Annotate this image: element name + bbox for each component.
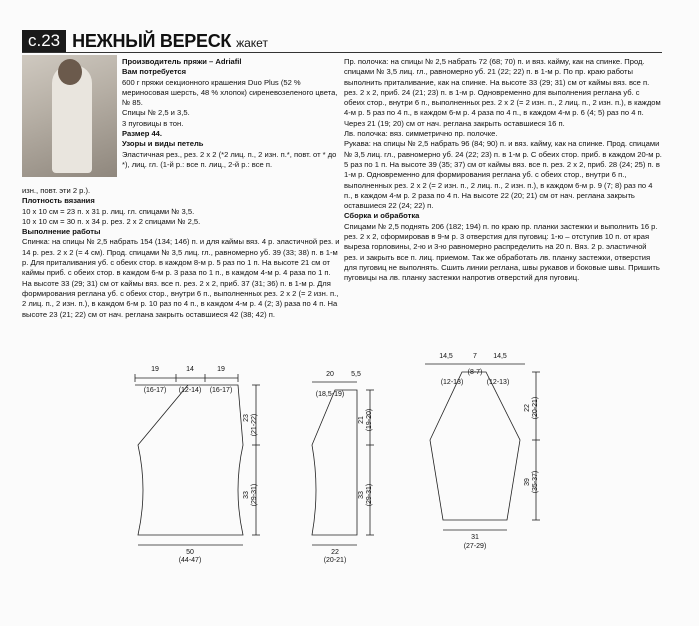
paragraph: Спицами № 2,5 поднять 206 (182; 194) п. по краю пр. планки застежки и выполнить 16 р. рез. 2 х 2, сформировав в 9-м р. 3 отверстия для пуговиц: 1-ю – отступив 10 п. от края выреза горловины, 2-ю и 3-ю равномерно распределить на 20 п. Вяз. 2 р. эластичной рез. и закрыть все п. лиц. приемом. Так же обработать лв. планку застежки, отверстия для пуговиц не выполнять. Сшить линии реглана, швы рукавов и боковые швы. Пришить пуговицы на лв. планку застежки напротив отверстий для пуговиц. [344, 221, 660, 283]
scheme-dimension-label: 7 [473, 353, 477, 360]
paragraph: Эластичная рез., рез. 2 х 2 (*2 лиц. п., 2 изн. п.*, повт. от * до *), лиц. гл. (1-й р.: все п. лиц., 2-й р.: все п. [122, 149, 337, 169]
scheme-dimension-label: (12-14) [178, 387, 202, 394]
paragraph: 10 х 10 см = 23 п. х 31 р. лиц. гл. спицами № 3,5. [22, 206, 195, 216]
section-heading: Плотность вязания [22, 196, 95, 206]
paragraph: 10 х 10 см = 30 п. х 34 р. рез. 2 х 2 спицами № 2,5. [22, 216, 201, 226]
paragraph: 3 пуговицы в тон. [122, 118, 184, 128]
scheme-dimension-label: (12-13) [486, 379, 510, 386]
scheme-dimension-label: (20-21) [532, 396, 539, 420]
section-heading: Сборка и обработка [344, 211, 420, 221]
scheme-dimension-label: 22 [524, 404, 531, 412]
scheme-dimension-label: (44-47) [178, 557, 202, 564]
scheme-dimension-label: 20 [326, 371, 334, 378]
paragraph: Лв. полочка: вяз. симметрично пр. полочке. [344, 129, 498, 139]
scheme-dimension-label: (16-17) [209, 387, 233, 394]
scheme-dimension-label: (20-21) [323, 557, 347, 564]
scheme-dimension-label: 23 [243, 414, 250, 422]
scheme-dimension-label: 14,5 [493, 353, 507, 360]
scheme-dimension-label: (21-22) [251, 413, 258, 437]
scheme-dimension-label: (29-31) [366, 483, 373, 507]
scheme-dimension-label: 5,5 [351, 371, 361, 378]
scheme-dimension-label: 21 [358, 416, 365, 424]
scheme-dimension-label: 19 [217, 366, 225, 373]
scheme-dimension-label: 33 [358, 491, 365, 499]
scheme-dimension-label: (19-20) [366, 408, 373, 432]
scheme-dimension-label: (16-17) [143, 387, 167, 394]
scheme-dimension-label: 50 [186, 549, 194, 556]
section-heading: Производитель пряжи – Adriafil [122, 57, 242, 66]
front-outline [312, 390, 357, 535]
scheme-dimension-label: (29-31) [251, 483, 258, 507]
section-heading: Узоры и виды петель [122, 139, 204, 149]
scheme-dimension-label: (27-29) [463, 543, 487, 550]
section-heading: Выполнение работы [22, 227, 101, 237]
scheme-dimension-label: (12-13) [440, 379, 464, 386]
scheme-dimension-label: 22 [331, 549, 339, 556]
paragraph: 600 г пряжи секционного крашения Duo Plus (52 % мериносовая шерсть, 48 % хлопок) сиреневозеленого цвета, № 85. [122, 77, 338, 108]
section-heading: Размер 44. [122, 129, 163, 139]
scheme-dimension-label: 19 [151, 366, 159, 373]
paragraph: Спицы № 2,5 и 3,5. [122, 108, 190, 118]
paragraph: Спинка: на спицы № 2,5 набрать 154 (134; 146) п. и для каймы вяз. 4 р. эластичной рез. и 14 р. рез. 2 х 2 (= 4 см). Прод. спицами № 3,5 лиц. гл., равномерно уб. 39 (33; 38) п. в 1-м р. Для приталивания уб. с обеих стор. в каждом 8-м р. 5 раз по 1 п. На высоте 21 см от каймы приб. с обеих стор. в каждом 6-м р. 3 раза по 1 п., в каждом 4-м р. 4 раза по 1 п. На высоте 33 (29; 31) см от каймы вяз. все п. рез. 2 х 2, приб. 37 (31; 36) п. в 1-м р. Для формирования реглана уб. с обеих стор., внутри 6 п., выполненных рез. 2 х 2 (= 2 изн. п., 2 лиц. п., 2 изн. п.), в каждом 6-м р. 10 раз по 4 п., в каждом 4-м р. 4 (2; 3) раза по 4 п. На высоте 23 (21; 22) см от нач. реглана закрыть оставшиеся 42 (38; 42) п. [22, 237, 340, 319]
paragraph: Пр. полочка: на спицы № 2,5 набрать 72 (68; 70) п. и вяз. кайму, как на спинке. Прод. спицами № 3,5 лиц. гл., равномерно уб. 21 (22; 22) п. в 1-м р. По пр. краю работы выполнить приталивание, как на спинке. На высоте 33 (29; 31) см от каймы вяз. все п. рез. 2 х 2, приб. 24 (21; 23) п. в 1-м р. Одновременно для выполнения реглана уб. с обеих стор., внутри 6 п., выполненных рез. 2 х 2 (= 2 изн. п., 2 лиц. п., 2 изн. п.), в каждом 4-м р. 5 раз по 4 п., в каждом 6-м р. 4 раза по 4 п., в каждом 4-м р. 6 (4; 5) раз по 4 п. Через 21 (19; 20) см от нач. реглана закрыть оставшиеся 16 п. [344, 57, 661, 128]
article-subtitle: жакет [236, 35, 268, 50]
scheme-dimension-label: 33 [243, 491, 250, 499]
scheme-dimension-label: 14 [186, 366, 194, 373]
back-outline [135, 385, 243, 535]
scheme-dimension-label: 31 [471, 534, 479, 541]
scheme-dimension-label: 39 [524, 478, 531, 486]
scheme-dimension-label: (8-7) [467, 369, 483, 376]
section-heading: Вам потребуется [122, 67, 187, 77]
page-number: с.23 [22, 30, 66, 52]
scheme-dimension-label: 14,5 [439, 353, 453, 360]
scheme-dimension-label: (35-37) [532, 470, 539, 494]
scheme-dimension-label: (18,5-19) [315, 391, 345, 398]
sleeve-outline [430, 372, 520, 520]
article-title: НЕЖНЫЙ ВЕРЕСК [72, 30, 232, 51]
paragraph: изн., повт. эти 2 р.). [22, 186, 91, 195]
right-edge-shadow [659, 0, 699, 626]
paragraph: Рукава: на спицы № 2,5 набрать 96 (84; 90) п. и вяз. кайму, как на спинке. Прод. спицами № 3,5 лиц. гл., равномерно уб. 24 (22; 23) п. в 1-м р. С обеих стор. приб. в каждом 20-м р. 5 раз по 1 п. На высоте 39 (35; 37) см от каймы вяз. все п. рез. 2 х 2, приб. 28 (24; 25) п. в 1-м р. Одновременно для формирования реглана уб. с обеих стор., внутри 6 п., выполненных рез. 2 х 2 (= 2 изн. п., 2 лиц. п., 2 изн. п.), в каждом 6-м р. 9 (7; 8) раз по 4 п., в каждом 4-м р. 2 раза по 4 п. На высоте 22 (20; 21) см от нач. реглана закрыть оставшиеся 22 (24; 22) п. [344, 139, 662, 211]
